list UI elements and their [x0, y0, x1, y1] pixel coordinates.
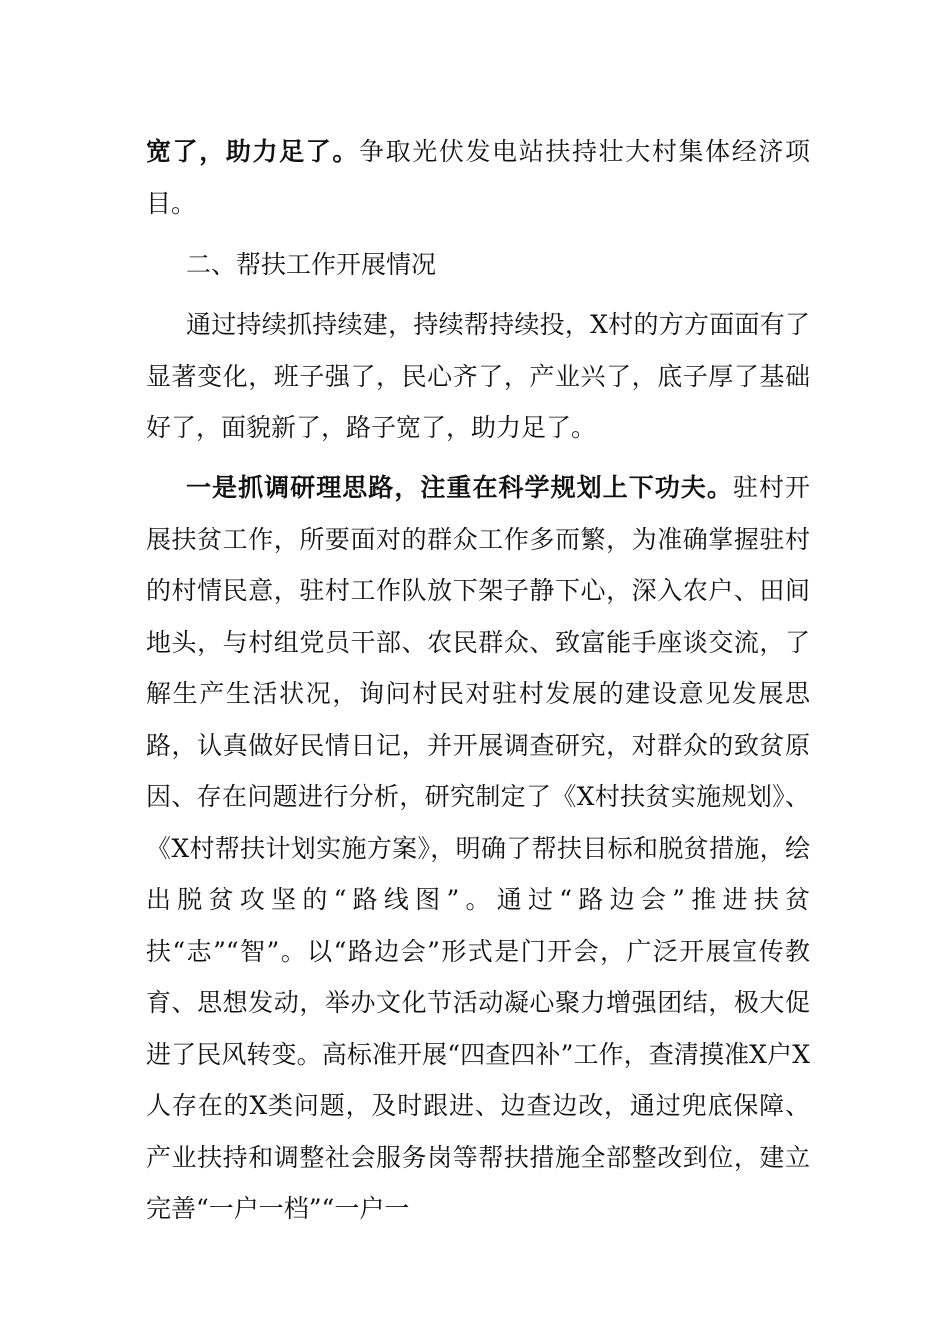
- paragraph-point-one-lead: 一是抓调研理思路，注重在科学规划上下功夫。: [186, 473, 733, 502]
- paragraph-continued-bold: 宽了，助力足了。: [146, 137, 359, 166]
- paragraph-continued: [146, 126, 810, 229]
- paragraph-point-one: [146, 462, 810, 1235]
- paragraph-point-one-body: 驻村开展扶贫工作，所要面对的群众工作多而繁，为准确掌握驻村的村情民意，驻村工作队放下架子静下心，深入农户、田间地头，与村组党员干部、农民群众、致富能手座谈交流，了解生产生活状况，询问村民对驻村发展的建设意见发展思路，认真做好民情日记，并开展调查研究，对群众的致贫原因、存在问题进行分析，研究制定了《X村扶贫实施规划》、《X村帮扶计划实施方案》，明确了帮扶目标和脱贫措施，绘出脱贫攻坚的“路线图”。通过“路边会”推进扶贫扶“志”“智”。以“路边会”形式是门开会，广泛开展宣传教育、思想发动，举办文化节活动凝心聚力增强团结，极大促进了民风转变。高标准开展“四查四补”工作，查清摸准X户X人存在的X类问题，及时跟进、边查边改，通过兜底保障、产业扶持和调整社会服务岗等帮扶措施全部整改到位，建立完善“一户一档”“一户一: [146, 473, 810, 1223]
- paragraph-continued-text: 争取光伏发电站扶持壮大村集体经济项目。: [146, 137, 810, 218]
- paragraph-summary: 通过持续抓持续建，持续帮持续投，X村的方方面面有了显著变化，班子强了，民心齐了，产业兴了，底子厚了基础好了，面貌新了，路子宽了，助力足了。: [146, 310, 810, 442]
- section-heading: 二、帮扶工作开展情况: [186, 250, 437, 279]
